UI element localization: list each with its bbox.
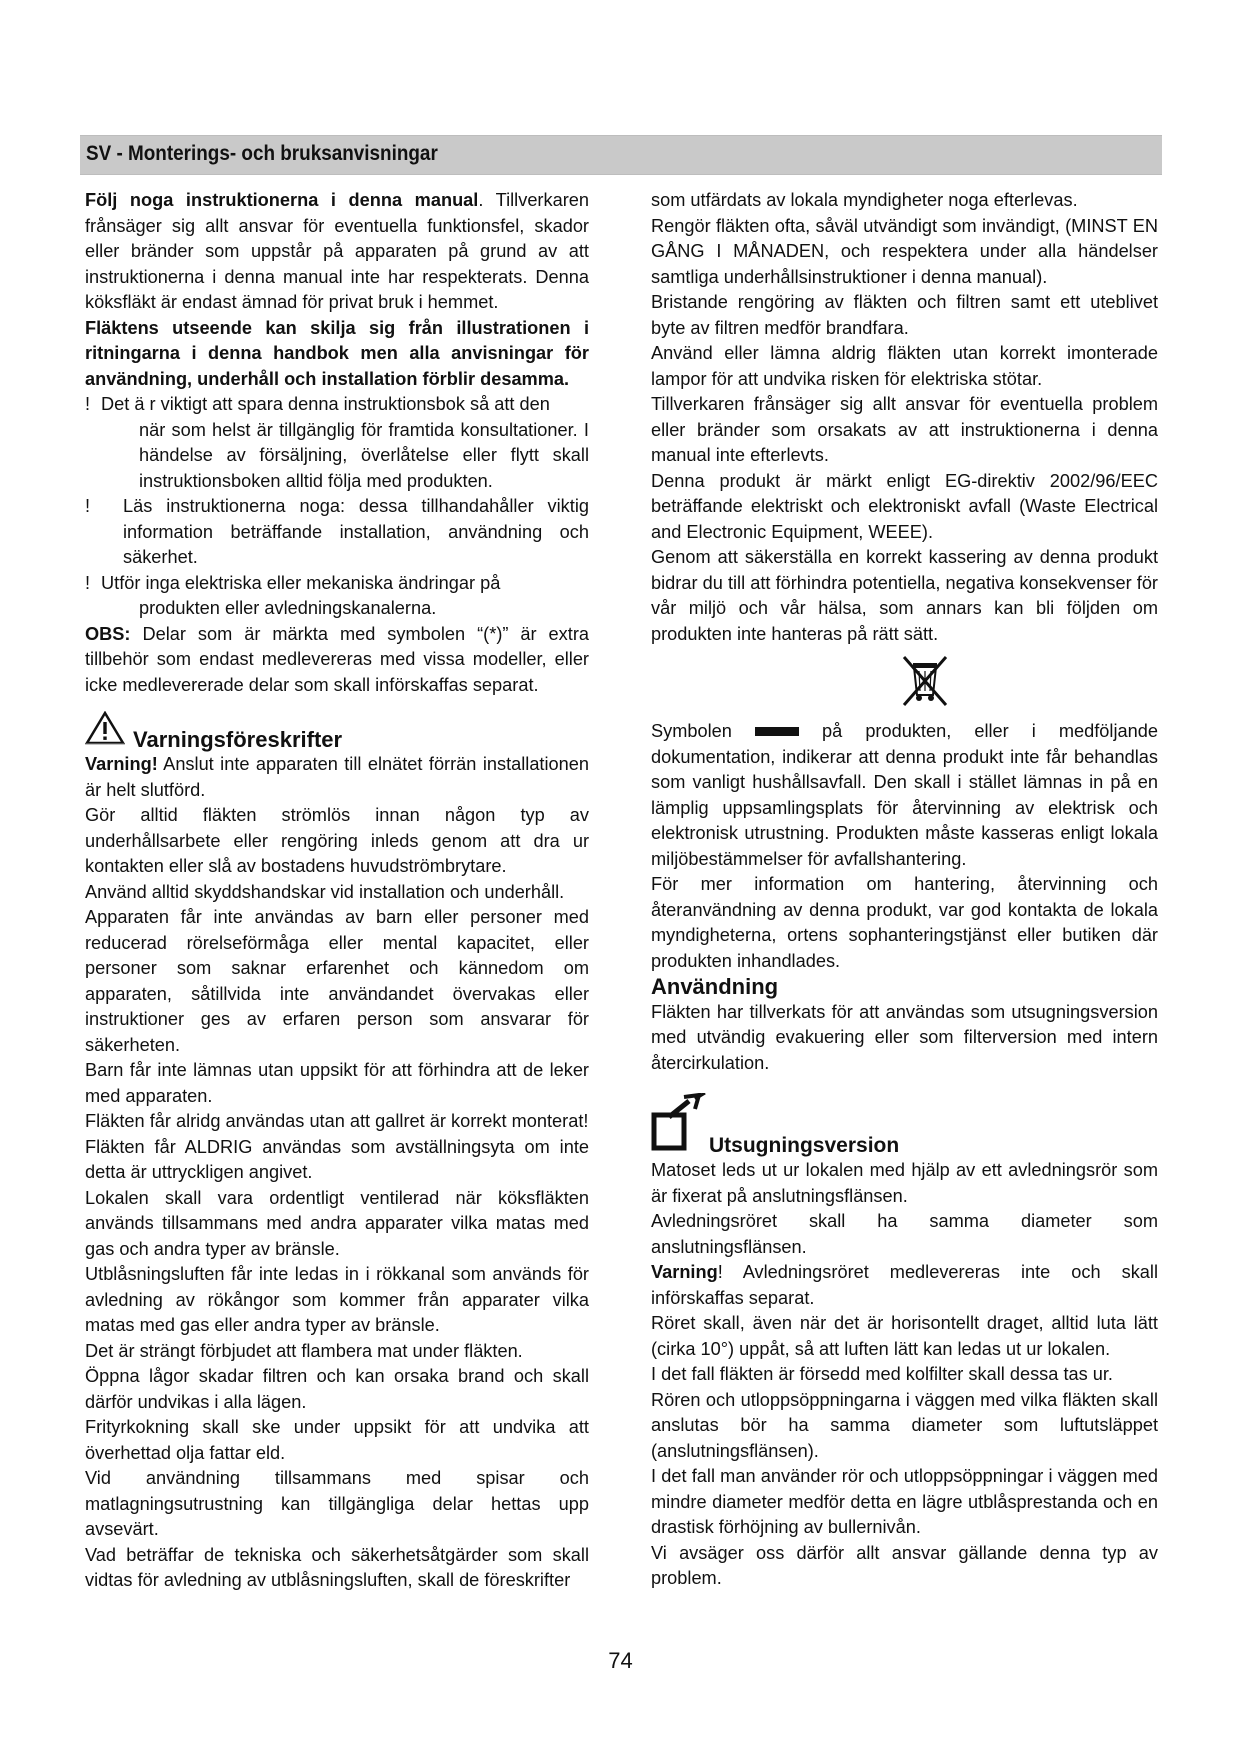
symbol-paragraph: dokumentation, indikerar att denna produkt inte får behandlas som vanligt hushållsavfall. Den skall i stället lämnas in på en lämplig uppsamlingsplats för återvinning av elektrisk och elektronisk utrustning. Produkten måste kasseras enligt lokala miljöbestämmelser för avfallshantering. bbox=[651, 746, 1158, 869]
bullet-text: Läs instruktionerna noga: dessa tillhandahåller viktig information beträffande installation, användning och säkerhet. bbox=[123, 496, 589, 567]
left-paragraph: Barn får inte lämnas utan uppsikt för att förhindra att de leker med apparaten. bbox=[85, 1060, 589, 1106]
right-paragraph: Tillverkaren frånsäger sig allt ansvar för eventuella problem eller bränder som orsakats av att instruktionerna i denna manual inte efterlevts. bbox=[651, 394, 1158, 465]
symbol-word: eller bbox=[974, 721, 1009, 741]
intro-bold: Följ noga instruktionerna i denna manual bbox=[85, 190, 479, 210]
intro-text: . Tillverkaren frånsäger sig allt ansvar för eventuella funktionsfel, skador eller bränder som uppstår på apparaten på grund av att instruktionerna i denna manual inte har respekterats. Denna köksfläkt är endast ämnad för privat bruk i hemmet. bbox=[85, 190, 589, 312]
left-column bbox=[85, 188, 589, 1594]
bullet-mark: ! bbox=[85, 394, 91, 414]
utsug-paragraph: Matoset leds ut ur lokalen med hjälp av ett avledningsrör som är fixerat på anslutningsflänsen. bbox=[651, 1160, 1158, 1206]
weee-symbol bbox=[651, 655, 1158, 713]
left-paragraph: Fläkten får ALDRIG användas som avställningsyta om inte detta är uttryckligen angivet. bbox=[85, 1136, 589, 1182]
right-paragraph: Denna produkt är märkt enligt EG-direktiv 2002/96/EEC beträffande elektriskt och elektroniskt avfall (Waste Electrical and Electronic Equipment, WEEE). bbox=[651, 470, 1158, 542]
bullet-item bbox=[85, 571, 589, 622]
symbol-word: Symbolen bbox=[651, 721, 732, 741]
left-paragraph: Gör alltid fläkten strömlös innan någon typ av underhållsarbete eller rengöring inleds genom att dra ur kontakten eller slå av bostadens huvudströmbrytare. bbox=[85, 805, 589, 876]
symbol-word: produkten, bbox=[865, 721, 952, 741]
symbol-line bbox=[651, 719, 1158, 745]
utsug-paragraph: Avledningsröret skall ha samma diameter som anslutningsflänsen. bbox=[651, 1211, 1158, 1257]
obs-text: Delar som är märkta med symbolen “(*)” är extra tillbehör som endast medlevereras med vissa modeller, eller icke medlevererade delar som skall införskaffas separat. bbox=[85, 623, 589, 695]
warnings-title: Varningsföreskrifter bbox=[133, 726, 343, 752]
left-paragraph: Öppna lågor skadar filtren och kan orsaka brand och skall därför undvikas i alla lägen. bbox=[85, 1366, 589, 1412]
left-paragraph: Frityrkokning skall ske under uppsikt för att undvika att överhettad olja fattar eld. bbox=[85, 1417, 589, 1463]
bullet-item bbox=[85, 392, 589, 494]
left-paragraph: Fläkten får alridg användas utan att gallret är korrekt monterat! bbox=[85, 1111, 589, 1131]
utsug-heading bbox=[651, 1098, 1158, 1158]
right-column bbox=[651, 188, 1158, 1592]
symbol-word: på bbox=[822, 721, 843, 741]
bullet-text: Det ä r viktigt att spara denna instruktionsbok så att den bbox=[101, 394, 550, 414]
right-paragraph: Använd eller lämna aldrig fläkten utan korrekt imonterade lampor för att undvika risken för elektriska stötar. bbox=[651, 343, 1158, 389]
left-paragraph: Det är strängt förbjudet att flambera mat under fläkten. bbox=[85, 1340, 523, 1361]
obs-label: OBS: bbox=[85, 623, 131, 644]
crossed-out-wheelie-bin-icon bbox=[899, 655, 951, 713]
obs-paragraph bbox=[85, 622, 589, 699]
bullet-mark: ! bbox=[85, 496, 91, 516]
bullet-mark: ! bbox=[85, 572, 91, 593]
right-paragraph: Rengör fläkten ofta, såväl utvändigt som invändigt, (MINST EN GÅNG I MÅNADEN, och respektera under alla händelser samtliga underhållsinstruktioner i denna manual). bbox=[651, 215, 1158, 287]
appearance-note: Fläktens utseende kan skilja sig från illustrationen i ritningarna i denna handbok men alla anvisningar för användning, underhåll och installation förblir desamma. bbox=[85, 317, 589, 389]
ducted-hood-icon bbox=[651, 1093, 709, 1159]
black-bar-symbol bbox=[755, 727, 799, 736]
left-paragraph: Utblåsningsluften får inte ledas in i rökkanal som används för avledning av rökångor som kommer från apparater vilka matas med gas eller andra typer av bränsle. bbox=[85, 1264, 589, 1335]
bullet-item bbox=[85, 494, 589, 571]
page-title: SV - Monterings- och bruksanvisningar bbox=[86, 142, 438, 165]
right-paragraph: Bristande rengöring av fläkten och filtren samt ett uteblivet byte av filtren medför brandfara. bbox=[651, 292, 1158, 338]
left-paragraph: Använd alltid skyddshandskar vid installation och underhåll. bbox=[85, 881, 565, 902]
utsug-paragraph: I det fall fläkten är försedd med kolfilter skall dessa tas ur. bbox=[651, 1364, 1113, 1384]
symbol-word: i bbox=[1031, 721, 1036, 741]
left-paragraph: Lokalen skall vara ordentligt ventilerad när köksfläkten används tillsammans med andra apparater vilka matas med gas och andra typer av bränsle. bbox=[85, 1187, 589, 1259]
use-title: Användning bbox=[651, 974, 779, 999]
warning-paragraph bbox=[85, 752, 589, 803]
utsug-paragraph: Röret skall, även när det är horisontellt draget, alltid luta lätt (cirka 10°) uppåt, så att luften lätt kan ledas ut ur lokalen. bbox=[651, 1313, 1158, 1359]
bullet-text: när som helst är tillgänglig för framtida konsultationer. I händelse av försäljning, överlåtelse eller flytt skall instruktionsboken alltid följa med produkten. bbox=[139, 419, 589, 491]
utsug-paragraph: Rören och utloppsöppningarna i väggen med vilka fläkten skall anslutas bör ha samma diameter som luftutsläppet (anslutningsflänsen). bbox=[651, 1389, 1158, 1461]
utsug-paragraph: Vi avsäger oss därför allt ansvar gällande denna typ av problem. bbox=[651, 1542, 1158, 1588]
use-paragraph: Fläkten har tillverkats för att användas som utsugningsversion med utvändig evakuering eller som filterversion med intern återcirkulation. bbox=[651, 1001, 1158, 1073]
warnings-heading bbox=[85, 712, 589, 752]
right-paragraph: som utfärdats av lokala myndigheter noga efterlevas. bbox=[651, 190, 1078, 210]
page-number: 74 bbox=[608, 1648, 633, 1673]
varning-label: Varning bbox=[651, 1262, 718, 1282]
more-info-paragraph: För mer information om hantering, återvinning och återanvändning av denna produkt, var god kontakta de lokala myndigheterna, ortens sophanteringstjänst eller butiken där produkten inhandlades. bbox=[651, 874, 1158, 971]
intro-paragraph bbox=[85, 188, 589, 316]
left-paragraph: Vid användning tillsammans med spisar och matlagningsutrustning kan tillgängliga delar hettas upp avsevärt. bbox=[85, 1468, 589, 1539]
warning-triangle-icon bbox=[85, 711, 133, 753]
varning-paragraph bbox=[651, 1260, 1158, 1311]
utsug-title: Utsugningsversion bbox=[709, 1133, 900, 1157]
varning-text: ! Avledningsröret medlevereras inte och skall införskaffas separat. bbox=[651, 1262, 1158, 1308]
symbol-word: medföljande bbox=[1058, 721, 1158, 741]
bullet-text: produkten eller avledningskanalerna. bbox=[139, 598, 437, 618]
bullet-text: Utför inga elektriska eller mekaniska ändringar på bbox=[101, 572, 501, 593]
utsug-paragraph: I det fall man använder rör och utloppsöppningar i väggen med mindre diameter medför detta en lägre utblåsprestanda och en drastisk förhöjning av bullernivån. bbox=[651, 1466, 1158, 1537]
right-paragraph: Genom att säkerställa en korrekt kassering av denna produkt bidrar du till att förhindra potentiella, negativa konsekvenser för vår miljö och vår hälsa, som annars kan bli följden om produkten inte hanteras på rätt sätt. bbox=[651, 547, 1158, 644]
warning-label: Varning! bbox=[85, 754, 158, 774]
left-paragraph: Apparaten får inte användas av barn eller personer med reducerad rörelseförmåga eller mental kapacitet, eller personer som saknar erfarenhet och kännedom om apparaten, såtillvida inte användandet övervakas eller instruktioner ges av erfaren person som ansvarar för säkerheten. bbox=[85, 907, 589, 1055]
warning-text: Anslut inte apparaten till elnätet förrän installationen är helt slutförd. bbox=[85, 754, 589, 800]
left-paragraph: Vad beträffar de tekniska och säkerhetsåtgärder som skall vidtas för avledning av utblåsningsluften, skall de föreskrifter bbox=[85, 1544, 589, 1590]
header-bar bbox=[80, 135, 1162, 175]
